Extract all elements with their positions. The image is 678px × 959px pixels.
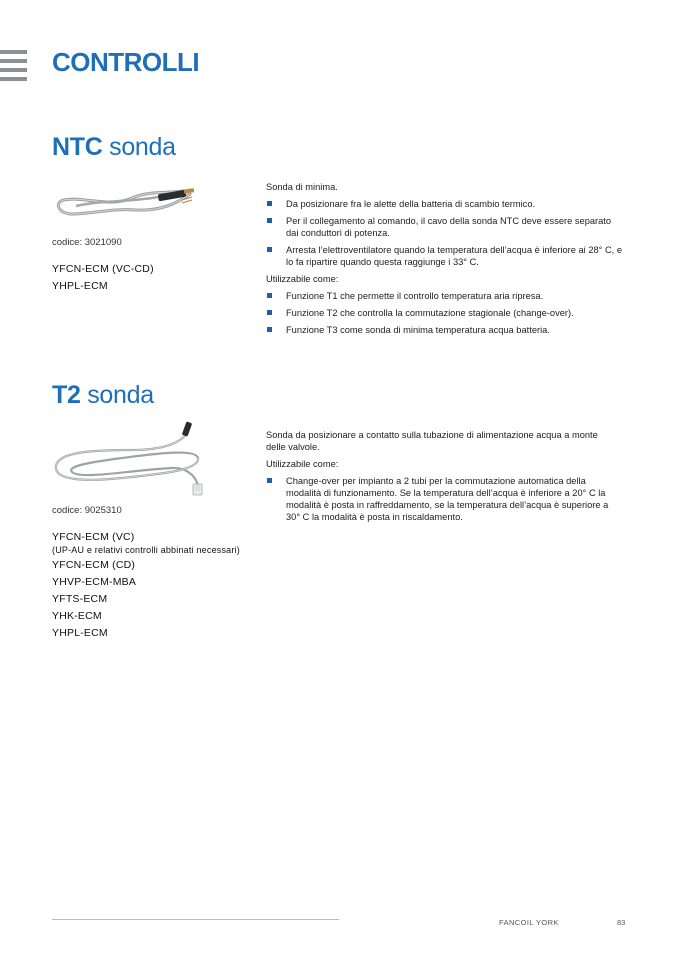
bullet-icon — [267, 218, 272, 223]
list-item: Funzione T1 che permette il controllo temperatura aria ripresa. — [266, 290, 626, 302]
bullet-icon — [267, 247, 272, 252]
t2-description — [266, 429, 618, 528]
ntc-model-2: YHPL-ECM — [52, 280, 108, 292]
list-item: Arresta l’elettroventilatore quando la temperatura dell’acqua è inferiore ai 28° C, e lo fa ripartire quando questa raggiunge i 33° C. — [266, 244, 626, 268]
t2-model-3: YHVP-ECM-MBA — [52, 576, 137, 588]
t2-intro: Sonda da posizionare a contatto sulla tubazione di alimentazione acqua a monte delle valvole. — [266, 430, 598, 452]
ntc-code: codice: 3021090 — [52, 237, 122, 248]
list-item: Funzione T3 come sonda di minima temperatura acqua batteria. — [266, 324, 626, 336]
t2-probe-image — [52, 420, 212, 498]
t2-section-title — [52, 381, 154, 410]
ntc-model-list — [52, 263, 154, 297]
footer-divider — [52, 919, 339, 920]
menu-icon — [0, 50, 27, 86]
list-item: Per il collegamento al comando, il cavo della sonda NTC deve essere separato dai conduttori di potenza. — [266, 215, 626, 239]
page-title: CONTROLLI — [52, 47, 200, 77]
ntc-title-rest: sonda — [102, 133, 176, 161]
bullet-icon — [267, 201, 272, 206]
list-item: Change-over per impianto a 2 tubi per la commutazione automatica della modalità di funzionamento. Se la temperatura dell’acqua è inferiore a 20° C la modalità è posta in raffreddamento, se la temperatura dell’acqua è superiore a 30° C la modalità è posta in riscaldamento. — [266, 475, 618, 523]
ntc-usage-label: Utilizzabile come: — [266, 274, 339, 284]
ntc-description — [266, 181, 626, 341]
t2-title-rest: sonda — [80, 381, 154, 409]
t2-model-1: YFCN-ECM (VC) — [52, 531, 135, 543]
bullet-icon — [267, 310, 272, 315]
ntc-probe-image — [52, 180, 200, 225]
t2-model-4: YFTS-ECM — [52, 593, 108, 605]
t2-model-5: YHK-ECM — [52, 610, 102, 622]
t2-usage-list — [266, 475, 618, 523]
bullet-icon — [267, 478, 272, 483]
ntc-usage-list — [266, 290, 626, 336]
t2-model-note: (UP-AU e relativi controlli abbinati necessari) — [52, 545, 240, 555]
t2-model-6: YHPL-ECM — [52, 627, 108, 639]
t2-code: codice: 9025310 — [52, 505, 122, 516]
t2-title-bold: T2 — [52, 381, 81, 409]
bullet-icon — [267, 293, 272, 298]
list-item: Da posizionare fra le alette della batteria di scambio termico. — [266, 198, 626, 210]
t2-model-list — [52, 531, 240, 644]
ntc-intro: Sonda di minima. — [266, 182, 338, 192]
ntc-model-1: YFCN-ECM (VC-CD) — [52, 263, 154, 275]
t2-model-2: YFCN-ECM (CD) — [52, 559, 136, 571]
bullet-icon — [267, 327, 272, 332]
ntc-section-title — [52, 133, 176, 162]
footer-brand: FANCOIL YORK — [499, 918, 559, 927]
t2-usage-label: Utilizzabile come: — [266, 459, 339, 469]
ntc-title-bold: NTC — [52, 133, 103, 161]
page-number: 83 — [617, 918, 626, 927]
list-item: Funzione T2 che controlla la commutazione stagionale (change-over). — [266, 307, 626, 319]
ntc-feature-list — [266, 198, 626, 268]
